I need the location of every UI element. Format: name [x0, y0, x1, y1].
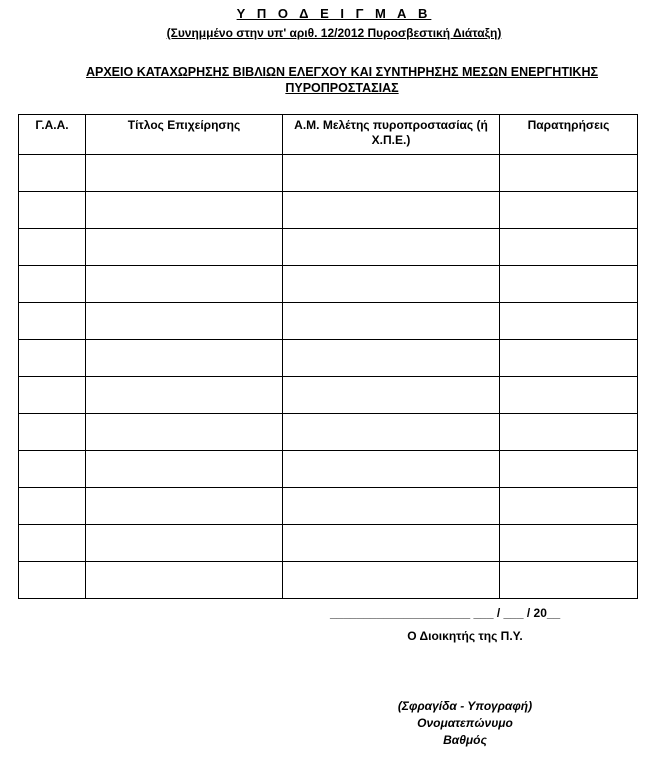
table-cell [86, 340, 283, 377]
table-cell [19, 562, 86, 599]
signature-block [355, 698, 575, 749]
table-row [19, 414, 638, 451]
table-cell [283, 562, 500, 599]
table-row [19, 266, 638, 303]
table-cell [86, 266, 283, 303]
date-line: _____________________ ___ / ___ / 20__ [330, 606, 561, 620]
table-row [19, 488, 638, 525]
table-cell [19, 340, 86, 377]
table-cell [19, 155, 86, 192]
table-cell [19, 266, 86, 303]
table-cell [19, 192, 86, 229]
table-row [19, 525, 638, 562]
table-cell [86, 562, 283, 599]
table-cell [86, 488, 283, 525]
table-row [19, 303, 638, 340]
table-cell [86, 192, 283, 229]
table-cell [86, 525, 283, 562]
column-header-remarks: Παρατηρήσεις [500, 115, 638, 155]
table-cell [86, 229, 283, 266]
heading-line-2: ΠΥΡΟΠΡΟΣΤΑΣΙΑΣ [285, 81, 399, 95]
table-cell [19, 229, 86, 266]
table-cell [86, 377, 283, 414]
table-cell [500, 562, 638, 599]
table-cell [500, 303, 638, 340]
table-cell [19, 414, 86, 451]
table-cell [283, 488, 500, 525]
table-cell [19, 377, 86, 414]
table-cell [500, 488, 638, 525]
table-cell [19, 488, 86, 525]
register-table-body [19, 155, 638, 599]
table-cell [283, 414, 500, 451]
table-row [19, 229, 638, 266]
table-cell [19, 525, 86, 562]
table-cell [500, 155, 638, 192]
table-cell [500, 229, 638, 266]
heading-line-1: ΑΡΧΕΙΟ ΚΑΤΑΧΩΡΗΣΗΣ ΒΙΒΛΙΩΝ ΕΛΕΓΧΟΥ ΚΑΙ ΣΥΝΤΗΡΗΣΗΣ ΜΕΣΩΝ ΕΝΕΡΓΗΤΙΚΗΣ [85, 65, 598, 79]
column-header-study-number: Α.Μ. Μελέτης πυροπροστασίας (ή Χ.Π.Ε.) [283, 115, 500, 155]
table-cell [283, 155, 500, 192]
table-cell [500, 192, 638, 229]
table-cell [500, 414, 638, 451]
table-header-row [19, 115, 638, 155]
table-row [19, 451, 638, 488]
table-cell [283, 192, 500, 229]
table-cell [500, 451, 638, 488]
document-title: Υ Π Ο Δ Ε Ι Γ Μ Α Β [236, 6, 432, 21]
table-cell [283, 303, 500, 340]
full-name-label: Ονοματεπώνυμο [417, 716, 513, 730]
table-cell [19, 451, 86, 488]
register-heading [22, 64, 662, 96]
table-cell [86, 451, 283, 488]
table-cell [86, 303, 283, 340]
table-cell [500, 377, 638, 414]
table-cell [500, 525, 638, 562]
table-cell [283, 451, 500, 488]
column-header-gaa: Γ.Α.Α. [19, 115, 86, 155]
table-cell [283, 229, 500, 266]
table-row [19, 192, 638, 229]
column-header-business-title: Τίτλος Επιχείρησης [86, 115, 283, 155]
table-cell [283, 266, 500, 303]
table-row [19, 562, 638, 599]
table-row [19, 155, 638, 192]
table-row [19, 340, 638, 377]
table-cell [283, 525, 500, 562]
table-cell [500, 340, 638, 377]
register-table [18, 114, 638, 599]
table-cell [86, 155, 283, 192]
stamp-signature-label: (Σφραγίδα - Υπογραφή) [397, 699, 533, 713]
table-cell [283, 377, 500, 414]
rank-label: Βαθμός [443, 733, 487, 747]
table-cell [19, 303, 86, 340]
table-cell [86, 414, 283, 451]
document-subtitle: (Συνημμένο στην υπ' αριθ. 12/2012 Πυροσβεστική Διάταξη) [166, 26, 502, 40]
table-cell [500, 266, 638, 303]
commander-title: Ο Διοικητής της Π.Υ. [407, 629, 523, 643]
table-cell [283, 340, 500, 377]
table-row [19, 377, 638, 414]
